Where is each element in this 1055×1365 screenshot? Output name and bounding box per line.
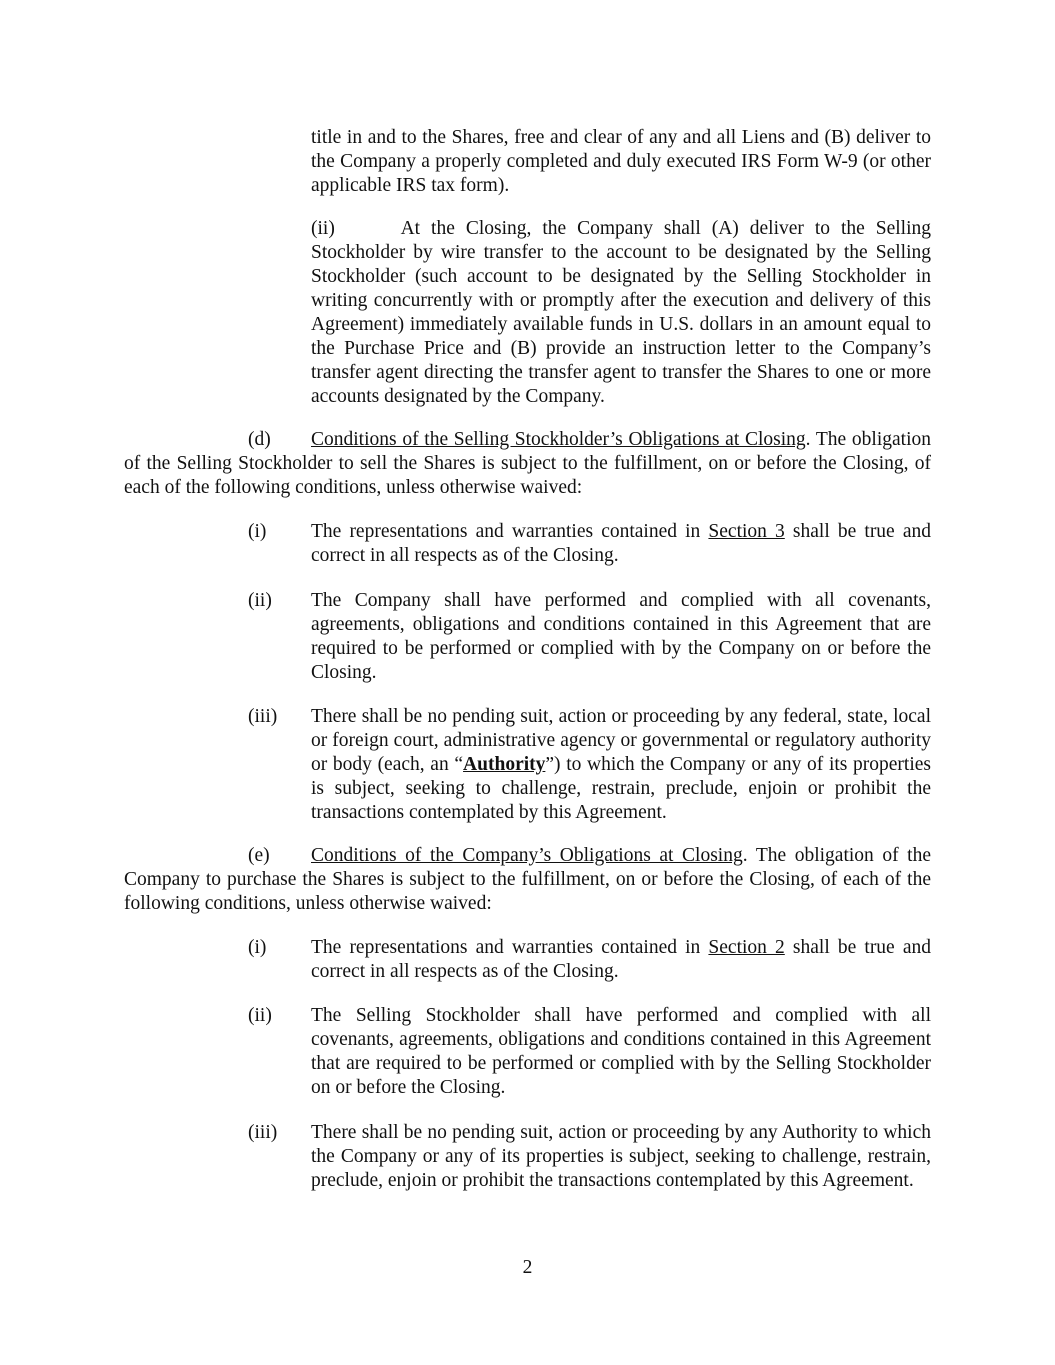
section-3-reference: Section 3 (708, 521, 785, 542)
section-d-paragraph (124, 428, 931, 500)
intro-text: title in and to the Shares, free and clear of any and all Liens and (B) deliver to the Company a properly completed and duly executed IRS Form W-9 (or other applicable IRS tax form). (311, 127, 931, 196)
item-text: There shall be no pending suit, action or proceeding by any Authority to which the Company or any of its properties is subject, seeking to challenge, restrain, preclude, enjoin or prohibit the transactions contemplated by this Agreement. (311, 1122, 931, 1191)
section-e-text: . The obligation of the Company to purchase the Shares is subject to the fulfillment, on or before the Closing, of each of the following conditions, unless otherwise waived: (124, 845, 932, 914)
item-text-before: There shall be no pending suit, action or proceeding by any federal, state, local or foreign court, administrative agency or governmental or regulatory authority or body (each, an “ (311, 706, 931, 775)
item-text-before: The representations and warranties contained in (311, 521, 709, 542)
item-number: (i) (248, 521, 267, 542)
item-number: (i) (248, 937, 267, 958)
closing-clause-number: (ii) (311, 218, 335, 239)
item-text-after: shall be true and correct in all respects as of the Closing. (311, 521, 931, 566)
item-text (311, 705, 931, 825)
section-2-reference: Section 2 (708, 937, 785, 958)
section-d-heading: Conditions of the Selling Stockholder’s Obligations at Closing (311, 429, 806, 450)
item-number: (iii) (248, 1122, 278, 1143)
item-text-after: shall be true and correct in all respects as of the Closing. (311, 937, 931, 982)
section-e-number: (e) (248, 845, 270, 866)
section-e-heading: Conditions of the Company’s Obligations at Closing (311, 845, 743, 866)
item-number: (iii) (248, 706, 278, 727)
section-e-paragraph (124, 844, 931, 916)
item-text: The Company shall have performed and complied with all covenants, agreements, obligations and conditions contained in this Agreement that are required to be performed or complied with by the Company on or before the Closing. (311, 590, 931, 683)
section-d-text: . The obligation of the Selling Stockholder to sell the Shares is subject to the fulfillment, on or before the Closing, of each of the following conditions, unless otherwise waived: (124, 429, 931, 498)
closing-clause-text: At the Closing, the Company shall (A) deliver to the Selling Stockholder by wire transfer to the account to be designated by the Selling Stockholder (such account to be designated by the Selling Stockholder in writing concurrently with or promptly after the execution and delivery of this Agreement) immediately available funds in U.S. dollars in an amount equal to the Purchase Price and (B) provide an instruction letter to the Company’s transfer agent directing the transfer agent to transfer the Shares to one or more accounts designated by the Company. (311, 218, 932, 407)
item-text (311, 936, 931, 984)
page-number: 2 (522, 1257, 533, 1278)
intro-paragraph (311, 126, 931, 198)
item-text-before: The representations and warranties contained in (311, 937, 709, 958)
item-number: (ii) (248, 590, 272, 611)
authority-defined-term: Authority (463, 754, 546, 775)
section-d-number: (d) (248, 429, 271, 450)
item-text-after: ”) to which the Company or any of its properties is subject, seeking to challenge, restrain, preclude, enjoin or prohibit the transactions contemplated by this Agreement. (311, 754, 932, 823)
item-text (311, 520, 931, 568)
item-text: The Selling Stockholder shall have performed and complied with all covenants, agreements, obligations and conditions contained in this Agreement that are required to be performed or complied with by the Selling Stockholder on or before the Closing. (311, 1005, 931, 1098)
item-number: (ii) (248, 1005, 272, 1026)
closing-clause-ii (311, 217, 931, 409)
